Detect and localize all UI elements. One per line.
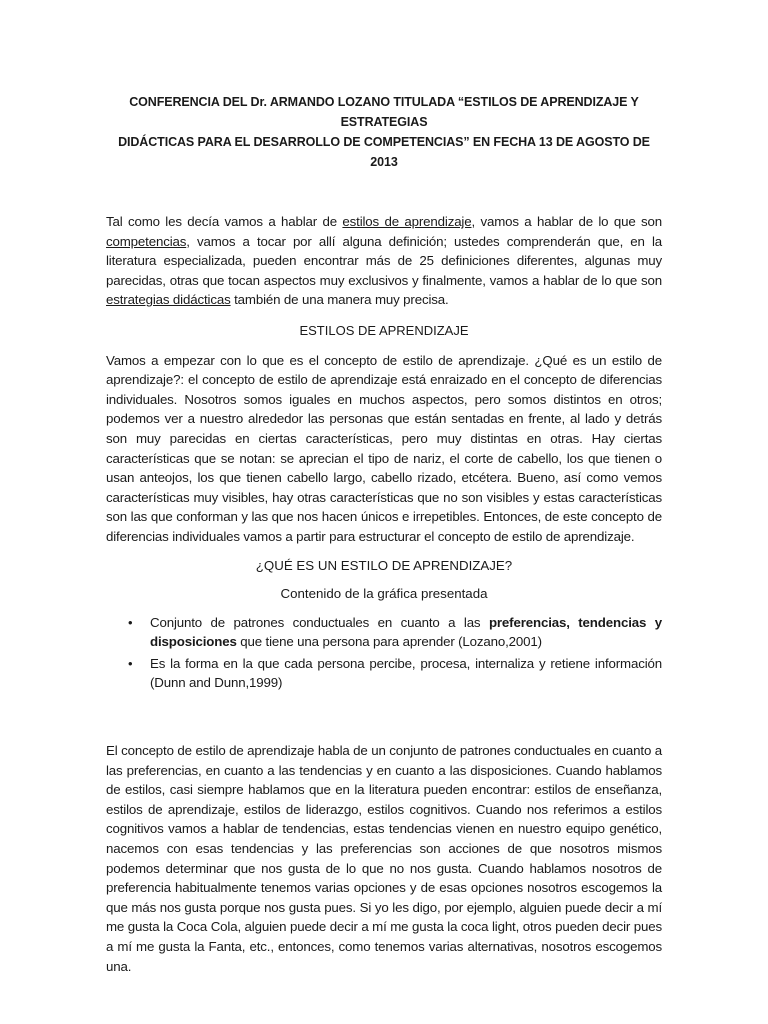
graph-caption: Contenido de la gráfica presentada <box>280 586 488 602</box>
bullet-icon: • <box>128 614 133 630</box>
bullet-text-bold: preferencias, tendencias y disposiciones <box>150 614 662 650</box>
section-heading: ESTILOS DE APRENDIZAJE <box>299 322 469 338</box>
list-item <box>128 654 662 693</box>
intro-text-2: , vamos a hablar de lo que son <box>471 214 663 229</box>
bullet-text-c: que tiene una persona para aprender (Lozano,2001) <box>236 634 542 650</box>
definition-list <box>106 613 662 693</box>
title-line-1: CONFERENCIA DEL Dr. ARMANDO LOZANO TITULADA “ESTILOS DE APRENDIZAJE Y ESTRATEGIAS <box>129 95 639 129</box>
intro-text-4: también de una manera muy precisa. <box>230 292 449 308</box>
concept-paragraph: Vamos a empezar con lo que es el concepto de estilo de aprendizaje. ¿Qué es un estilo de aprendizaje?: el concepto de estilo de aprendizaje está enraizado en el concepto de diferencias individuales. Nosotros somos iguales en muchos aspectos, pero somos distintos en otros; podemos ver a nuestro alrededor las personas que están sentadas en frente, al lado y detrás son muy parecidas en ciertas características, pero muy distintas en otras. Hay ciertas características que se notan: se aprecian el tipo de nariz, el corte de cabello, los que tienen o usan anteojos, los que tienen cabello largo, cabello rizado, etcétera. Bueno, así como vemos características muy visibles, hay otras características que no son visibles y estas características son las que conforman y las que nos hacen únicos e irrepetibles. Entonces, de este concepto de diferencias individuales vamos a partir para estructurar el concepto de estilo de aprendizaje. <box>106 352 662 544</box>
bullet-text-a: Es la forma en la que cada persona percibe, procesa, internaliza y retiene información (Dunn and Dunn,1999) <box>150 655 662 691</box>
intro-paragraph <box>106 212 662 310</box>
list-item <box>128 613 662 652</box>
explanation-paragraph: El concepto de estilo de aprendizaje habla de un conjunto de patrones conductuales en cuanto a las preferencias, en cuanto a las tendencias y en cuanto a las disposiciones. Cuando hablamos de estilos, casi siempre hablamos que en la literatura pueden encontrar: estilos de enseñanza, estilos de aprendizaje, estilos de liderazgo, estilos cognitivos. Cuando nos referimos a estilos cognitivos vamos a hablar de tendencias, estas tendencias vienen en nuestro equipo genético, nacemos con esas tendencias y las preferencias son acciones de que nosotros mismos podemos determinar que nos gusta de lo que no nos gusta. Cuando hablamos nosotros de preferencia habitualmente tenemos varias opciones y de esas opciones nosotros escogemos la que más nos gusta porque nos gusta pues. Si yo les digo, por ejemplo, alguien puede decir a mí me gusta la Coca Cola, alguien puede decir a mí me gusta la coca light, otros pueden decir pues a mí me gusta la Fanta, etc., entonces, como tenemos varias alternativas, nosotros escogemos una. <box>106 743 662 974</box>
bullet-text-a: Conjunto de patrones conductuales en cuanto a las <box>150 614 489 630</box>
question-heading: ¿QUÉ ES UN ESTILO DE APRENDIZAJE? <box>255 557 513 573</box>
bullet-icon: • <box>128 655 133 671</box>
intro-text-3: , vamos a tocar por allí alguna definición; ustedes comprenderán que, en la literatura especializada, pueden encontrar más de 25 definiciones diferentes, algunas muy parecidas, otras que tocan aspectos muy exclusivos y finalmente, vamos a hablar de lo que son <box>106 233 662 288</box>
title-line-2: DIDÁCTICAS PARA EL DESARROLLO DE COMPETENCIAS” EN FECHA 13 DE AGOSTO DE 2013 <box>118 135 650 169</box>
intro-underlined-estilos: estilos de aprendizaje <box>342 214 472 229</box>
document-title <box>106 92 662 172</box>
intro-underlined-estrategias: estrategias didácticas <box>106 292 231 308</box>
intro-underlined-competencias: competencias <box>106 233 187 249</box>
intro-text-1: Tal como les decía vamos a hablar de <box>106 214 343 229</box>
